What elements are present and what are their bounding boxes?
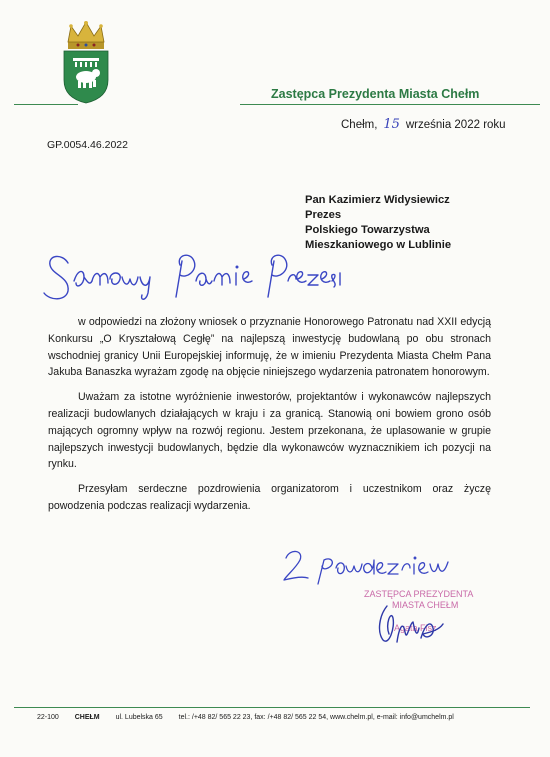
stamp-line: Agata Fisz <box>394 623 437 633</box>
stamp-line: MIASTA CHEŁM <box>392 600 459 610</box>
date-day-handwritten: 15 <box>383 117 400 132</box>
footer-street: ul. Lubelska 65 <box>115 714 163 721</box>
header-rule-left <box>14 104 78 105</box>
recipient-line: Prezes <box>305 209 342 221</box>
handwritten-salutation <box>40 243 340 308</box>
shield-icon <box>64 51 108 103</box>
date-city: Chełm, <box>341 119 378 131</box>
footer <box>37 714 454 721</box>
recipient-line: Polskiego Towarzystwa <box>305 224 430 236</box>
footer-city: CHEŁM <box>74 714 100 721</box>
footer-postal-code: 22-100 <box>37 714 59 721</box>
city-crest-logo <box>62 20 110 104</box>
date-month-year: września 2022 roku <box>405 119 506 131</box>
letter-body <box>48 314 491 523</box>
stamp-line: ZASTĘPCA PREZYDENTA <box>364 589 474 599</box>
header-title: Zastępca Prezydenta Miasta Chełm <box>271 87 480 101</box>
body-paragraph: w odpowiedzi na złożony wniosek o przyznanie Honorowego Patronatu nad XXII edycją Konkursu „O Kryształową Cegłę” na najlepszą inwestycję budowlaną po obu stronach wschodniej granicy Unii Europejskiej informuję, że w imieniu Prezydenta Miasta Chełm Pana Jakuba Banaszka wyrażam zgodę na objęcie niniejszego wydarzenia patronatem honorowym. <box>48 316 491 379</box>
body-paragraph: Uważam za istotne wyróżnienie inwestorów, projektantów i wykonawców najlepszych realizacji budowlanych działających w kraju i za granicą. Stanowią oni bowiem grono osób mających ogromny wpływ na rozwój regionu. Jestem przekonana, że uplasowanie w grupie najlepszych inwestycji budowlanych, będzie dla wykonawców wyznacznikiem ich pozycji na rynku. <box>48 391 491 471</box>
header-rule-right <box>240 104 540 105</box>
footer-rule <box>14 707 530 708</box>
signature-image <box>375 598 445 648</box>
body-paragraph: Przesyłam serdeczne pozdrowienia organizatorom i uczestnikom oraz życzę powodzenia podczas realizacji wydarzenia. <box>48 483 491 512</box>
recipient-line: Mieszkaniowego w Lublinie <box>305 239 452 251</box>
handwritten-closing <box>280 546 450 586</box>
footer-contact: tel.: /+48 82/ 565 22 23, fax: /+48 82/ 565 22 54, www.chelm.pl, e-mail: info@umchelm.pl <box>178 714 454 721</box>
crown-icon <box>68 21 104 49</box>
reference-number: GP.0054.46.2022 <box>47 139 128 151</box>
letter-date <box>341 117 506 132</box>
recipient-line: Pan Kazimierz Widysiewicz <box>305 194 450 206</box>
